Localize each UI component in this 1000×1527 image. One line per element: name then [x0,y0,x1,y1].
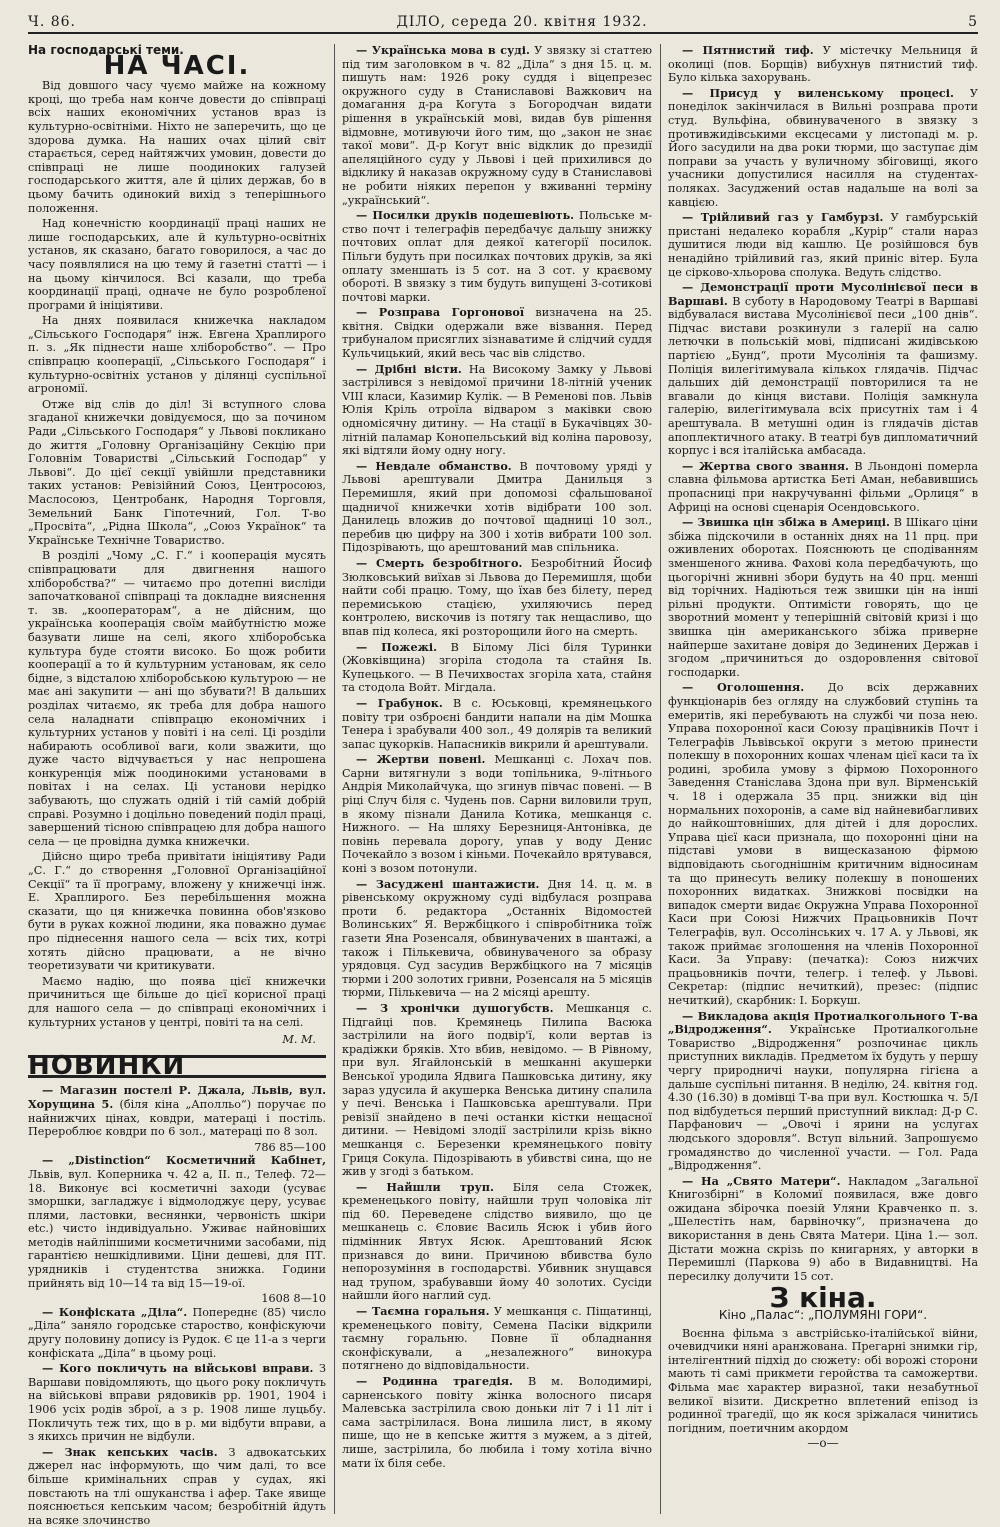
news-item-title: — Найшли труп. [356,1179,494,1194]
news-item-title: — „Distinction“ Косметичний Кабінет, [42,1153,326,1168]
news-item-title: — На „Свято Матери“. [682,1173,841,1188]
news-item-title: — Кого покличуть на військові вправи. [42,1361,314,1376]
column-rule [334,44,335,1514]
news-item-title: — Невдале обманство. [356,458,512,473]
news-item [668,1175,978,1284]
news-item-title: — Грабунок. [356,695,443,710]
news-item-title: — Смерть безробітного. [356,555,523,570]
news-item [342,44,652,207]
page-number: 5 [968,14,978,30]
news-item-body: В суботу в Народовому Театрі в Варшаві відбувалася вистава Мусолінієвої песи „100 днів“. Підчас вистави розкинули з галерії на салю летючки в польській мові, підписані жидівською партією „Бунд“, проти Мусолінія та фашизму. Поліція вилегітимувала кількох глядачів. Підчас дальших дій демонстрації повторилися та не вгавали до кінця вистави. Поліція замкнула галерію, вилегітимувала всіх присутніх там і 4 арештувала. В метушні один із глядачів дістав апоплектичного атаку. В театрі був дипломатичний корпус і вся італійська амбасада. [668,294,978,458]
news-item-body: До всіх державних функціонарів без огляду на службовий ступінь та емеритів, які перебувають на службі чи поза нею. Управа похоронної каси Союзу працівників Почт і Телеграфів Львівської округи з метою принести полекшу в похоронних кошах членам цієї каси та їх родині, зробила умову з фірмою Похоронного Заведення Станіслава Здона при вул. Вірменській ч. 18 і одержала 35 прц. знижки від цін нормальних похоронів, а саме від найневибагливих до найкоштовніших, для дітей і для дорослих. Управа цієї каси признала, що похоронні ціни на підставі умови в вищесказаною фірмою відповідають сьогоднішнім критичним відносинам та що принесуть велику полекшу в поношених похоронних видатках. Знижкові посвідки на випадок смерти видає Окружна Управа Похоронної Каси при Союзі Нижчих Працьовників Почт Телеграфів, вул. Оссолінських ч. 17 А. у Львові, як також приймає зголошення на членів Похоронної Каси. За Управу: (печатка): Союз нижчих працьовників почти, телегр. і телеф. у Львові. Секретар: (підпис нечиткий), презес: (підпис нечиткий), скарбник: І. Боркуш. [668,681,978,1007]
news-item-title: — Конфіската „Діла“. [42,1304,188,1319]
news-item-title: — Українська мова в суді. [356,43,530,57]
news-item [28,1306,326,1360]
news-item [668,281,978,458]
news-item-title: — Жертви повені. [356,752,486,767]
news-item [342,697,652,751]
news-item-body: визначена на 25. квітня. Свідки одержали вже візвання. Перед трибуналом присяглих зізнаватиме й слідчий суддя Кульчицький, який весь час вів слідство. [342,306,652,361]
news-item [342,557,652,639]
news-item-body: Дня 14. ц. м. в рівенському окружному суді відбулася розправа проти б. редактора „Останніх Відомостей Волинських“ Я. Вержбіцкого і співробітника тоїж газети Яна Розенсаля, обвинувачених в шантажі, а також і Пількевича, обвинуваченого за образу урядовця. Суд засудив Вержбіцкого на 7 місяців тюрми і 200 золотих гривни, Розенсаля на 5 місяців тюрми, Пількевича — на 2 місяці арешту. [342,877,652,1000]
article-headline: НА ЧАСІ. [103,50,251,81]
ad-reference: 1608 8—10 [261,1292,326,1306]
news-item [342,641,652,695]
news-item-body: В Білому Лісі біля Туринки (Жовківщина) згоріла стодола та стайня Ів. Купецького. — В Печихвостах згоріла хата, стайня та стодола Войт. Мігдала. [342,640,652,695]
news-item-title: — Магазин постелі Р. Джала, Львів, вул. Хорущина 5. [28,1083,326,1111]
article-paragraph: Отже від слів до діл! Зі вступного слова згаданої книжечки довідуємося, що за почином Ради „Сільського Господаря“ у Львові покликано до життя „Головну Організаційну Секцію при Головнім Товаристві „Сільський Господар“ у Львові“. До цієї секції увійшли представники таких установ: Ревізійний Союз, Центросоюз, Маслосоюз, Центробанк, Народня Торговля, Земельний Банк Гіпотечний, Гол. Т-во „Просвіта“, „Рідна Школа“, „Союз Українок“ та Українське Технічне Товариство. [28,397,326,547]
cinema-review: Воєнна фільма з австрійсько-італійської війни, очевидчики няні аранжована. Прегарні знимки гір, інтелігентний підхід до сюжету: обі ворожі сторони мають ті самі прикмети геройства та саможертви. Фільма має характер виразної, таки незабутньої великої візити. Дискретно вплетений епізод із родинної трагедії, що як кося зріжалася чинитись погідним, поетичним акордом [668,1326,978,1435]
news-item [28,1362,326,1444]
news-item-title: — Демонстрації проти Мусолінієвої песи в Варшаві. [668,280,978,308]
news-item [342,753,652,875]
newspaper-title: ДІЛО, середа 20. квітня 1932. [396,14,648,30]
news-item-body: У мешканця с. Піщатинці, кременецького повіту, Семена Пасіки відкрили таємну горальню. Повне її обладнання сконфіскували, а „незалежного“ винокура потягнено до відповідальности. [342,1305,652,1373]
news-item [342,1305,652,1373]
news-item-body: З адвокатських джерел нас інформують, що чим далі, то все більше кримінальних справ у судах, які повстають на тлі ошуканства і афер. Таке явище пояснюється кепським часом; безробітній йдуть на всяке злочинство [28,1445,326,1527]
news-item-title: — Пожежі. [356,639,438,654]
news-item-title: — Знак кепських часів. [42,1444,218,1459]
news-item-title: — Пятнистий тиф. [682,43,814,57]
news-item-body: У понеділок закінчилася в Вильні розправа проти студ. Вульфіна, обвинуваченого в звязку з противжидівськими ексцесами у листопаді м. р. Його засудили на два роки тюрми, що заступає дім поправи за участь у вуличному збіговищі, якого учасники допустилися насилля на студентах-поляках. Засуджений остав надальше на волі за кавцією. [668,86,979,209]
news-item-body: Українське Протиалкогольне Товариство „Відродження“ розпочинає цикль приступних викладів. Предметом їх будуть у першу чергу природничі науки, популярна гігієна а дальше суспільні питання. В неділю, 24. квітня год. 4.30 (16.30) в домівці Т-ва при вул. Костюшка ч. 5/I под відбудеться перший приступний виклад: Д-р С. Парфанович — „Овочі і ярини на услугах людського здоровля“. Вступ вільний. Запрошуємо громадянство до численної участи. — Гол. Рада „Відродження“. [668,1023,978,1173]
news-item-title: — Звишка цін збіжа в Америці. [682,515,890,530]
news-item [28,1154,326,1290]
article-paragraph: Дійсно щиро треба привітати ініціятиву Ради „С. Г.“ до створення „Головної Організаційної Секції“ та її програму, вложену у книжечці інж. Е. Храплирого. Без перебільшення можна сказати, що ця книжечка повинна обов'язково бути в руках кожної людини, яка поважно думає про піднесення нашого села — всіх тих, котрі хотять дійсно працювати, а не вічно теоретизувати чи критикувати. [28,850,326,973]
news-item-body: Попереднє (85) число „Діла“ заняло городське староство, конфіскуючи другу половину допису із Рудок. Є це 11-а з черги конфіската „Діла“ в цьому році. [28,1305,326,1360]
news-item-title: — Присуд у виленському процесі. [682,85,954,100]
cinema-section-heading: З кіна. [769,1281,877,1315]
news-item [668,516,978,679]
news-item [342,306,652,360]
article-paragraph: На днях появилася книжечка накладом „Сільського Господаря“ інж. Евгена Храплирого п. з. „Як піднести наше хліборобство“. — Про співпрацю кооперації, „Сільського Господаря“ і культурно-освітніх установ у ділянці суспільної агрономії. [28,314,326,396]
news-item-body: У звязку зі статтею під тим заголовком в ч. 82 „Діла“ з дня 15. ц. м. пишуть нам: 1926 року суддя і віцепрезес окружного суду в Станиславові Важкович на домагання д-ра Когута з Богородчан видати рішення в українській мові, видав був рішення відмовне, мотивуючи його тим, що „закон не знає такої мови“. Д-р Когут вніс відклик до президії апеляційного суду у Львові і цей прихилився до відклику й наказав окружному суду в Станиславові не робити ніяких перепон у вживанні терміну „український“. [342,44,652,207]
news-item [28,1084,326,1138]
news-item [668,1010,978,1173]
news-item-body: Біля села Стожек, кременецького повіту, найшли труп чоловіка літ під 60. Переведене слідство виявило, що це мешканець с. Єловиє Василь Ясюк і убив його підмінник Явтух Ясюк. Арештований Ясюк признався до вини. Причиною вбивства було непорозуміння в господарстві. Убивник знущався над трупом, зрабувавши йому 40 золотих. Сусіди найшли його наглий суд. [342,1180,652,1303]
article-kicker: На господарські теми. [28,43,184,57]
news-item-body: (біля кіна „Аполльо“) поручає по найнижчих цінах, ковдри, матераці і постіль. Перероблює ковдри по 6 зол., матераці по 8 зол. [28,1097,327,1139]
news-item-body: З Варшави повідомляють, що цього року покличуть на військові вправи рядовиків рр. 1901, 1904 і 1906 усіх родів зброї, а з р. 1908 лише луцьбу. Покличуть теж тих, що в р. ми відбути вправи, а з якихсь причин не відбули. [28,1362,326,1444]
news-item-title: — Посилки друків подешевіють. [356,208,575,223]
news-item-title: — Таємна горальня. [356,1304,490,1319]
news-item [342,1002,652,1179]
article-paragraph: Від довшого часу чуємо майже на кожному кроці, що треба нам конче довести до співпраці всіх наших економічних установ враз із культурно-освітніми. Ніхто не заперечить, що це здорова думка. На наших очах цілий світ старається, серед найтяжчих умовин, довести до співпраці не лише поодиноких галузей господарського життя, але й цілих держав, бо в цьому бачить одинокий вихід з теперішнього положення. [28,79,326,215]
news-item-title: — Засуджені шантажисти. [356,876,540,891]
news-item-body: Мешканця с. Підгайці пов. Кремянець Пилипа Васюка застрілили на його подвір'ї, коли вертав із крадіжки бряків. Хто вбив, невідомо. — В Рівному, при вул. Ягайлонській в мешканні акушерки Венської уродила Ядвига Пашковська дитину, яку зараз удусила й акушерка Венська дитину спалила у печі. Венська і Пашковська арештували. При ревізії знайдено в печі останки кістки нещасної дитини. — Невідомі злодії застрілили крізь вікно мешканця с. Березенки кремянецького повіту Гриця Сокула. Підозрівають в убивстві сина, що не жив у згоді з батьком. [342,1001,652,1179]
column-3 [668,44,978,1514]
column-2 [342,44,652,1514]
news-item [28,1446,326,1527]
issue-number: Ч. 86. [28,14,76,30]
news-item-title: — Розправа Горгонової [356,305,525,320]
news-item [668,460,978,514]
news-item [342,209,652,304]
news-item [668,87,978,209]
news-item-title: — Трійливий газ у Гамбурзі. [682,210,884,225]
news-item-title: — Жертва свого звання. [682,458,849,473]
cinema-subheading: Кіно „Палас“: „ПОЛУМЯНІ ГОРИ“. [718,1308,928,1323]
news-item-body: В Льондоні померла славна фільмова артистка Беті Аман, небавившись пропасниці при накручуванні фільми „Орлиця“ в Африці на основі сценарія Осендовського. [668,459,978,514]
news-section-heading: НОВИНКИ [28,1055,326,1079]
news-item-body: В Шікаго ціни збіжа підскочили в останніх днях на 11 прц. при оживлених оборотах. Пояснюють це сподіванням зменшеного жнива. Фахові кола передбачують, що цьогорічні жнивні збори будуть на 40 прц. менші від торічних. Надіються теж звишки цін на інші рільні продукти. Оптимісти говорять, що це зворотний момент у теперішній світовій кризі і що звишка цін американського збіжа приверне найперше захитане довіря до Зединених Держав і згодом „причиниться до оздоровлення світової господарки. [668,516,978,679]
news-item-body: У гамбурській пристані недалеко корабля „Курір“ стали нараз душитися люди від кашлю. Це розійшовся був ненадійно трійливий газ, який приніс вітер. Була це сірково-хльорова сполука. Ведуть слідство. [668,211,978,279]
news-item-title: — Родинна трагедія. [356,1374,513,1388]
article-paragraph: В розділі „Чому „С. Г.“ і кооперація мусять співпрацювати для двигнення нашого хліборобства?“ — читаємо про дотепні висліди започаткованої співпраці та докладне вияснення т. зв. „кооператорам“, а не дійсним, що українська кооперація своїм майбутністю може базувати лише на селі, якого хліборобська культура буде стояти високо. Бо щож робити кооперації а то й культурним установам, як село бідне, з відсталою хліборобською культурою — не має ані закупити — ані що збувати?! В дальших розділах читаємо, як треба для добра нашого села наладнати співпрацю економічних і культурних установ у повіті і на селі. Ці розділи набирають особливої ваги, коли зважити, що дуже часто відчувається у нас непрошена конкуренція між поодинокими установами в повітах і на селах. Ці установи нерідко забувають, що служать одній і тій самій добрій справі. Розумно і доцільно поведений поділ праці, завершений тісною співпрацею для добра нашого села — це провідна думка книжечки. [28,549,326,848]
column-rule [660,44,661,1514]
news-item-body: Львів, вул. Коперника ч. 42 а, II. п., Телеф. 72—18. Виконує всі косметичні заходи (усуває зморшки, загладжує і відмолоджує церу, усуває плями, ластовки, веснянки, червоність шкіри etc.) чисто індивідуально. Уживає найновіших методів найліпшими косметичними засобами, під гарантією нешкідливими. Ціни дешеві, для ПТ. урядників і студентства знижка. Години прийнять від 10—14 та від 15—19-ої. [28,1167,326,1290]
news-item-body: Польське м-ство почт і телеграфів передбачує дальшу знижку почтових оплат для деякої категорії посилок. Пільги будуть при посилках почтових друків, за які оплату зменшать із 5 сот. на 3 сот. у краєвому обороті. В звязку з тим будуть випущені 3-сотикові почтові марки. [342,209,652,304]
ad-reference: 786 85—100 [254,1140,326,1154]
news-item-title: — Викладова акція Протиалкогольного Т-ва „Відродження“. [668,1008,978,1037]
news-item-body: На Високому Замку у Львові застрілився з невідомої причини 18-літній ученик VIII класи, Казимир Кулік. — В Ременові пов. Львів Юлія Кріль отроїла відваром з маківки свою одномісячну дитину. — На стації в Букачівцях 30-літній паламар Конопельський від коліна паровозу, які відтяли йому одну ногу. [342,362,652,458]
news-item-body: В почтовому уряді у Львові арештували Дмитра Данильця з Перемишля, який при допомозі сфальшованої щадничої книжечки хотів відібрати 100 зол. Данилець вложив до почтової щадниці 10 зол., перебив цю цифру на 300 і хотів вибрати 100 зол. Підозрівають, що арештований мав спільника. [342,459,652,555]
news-item-title: — Дрібні вісти. [356,361,462,376]
news-item [668,681,978,1007]
article-signature: М. М. [282,1033,316,1047]
masthead [28,12,978,34]
news-item-body: Безробітний Йосиф Зюлковський виїхав зі Львова до Перемишля, щоби найти собі працю. Тому, що їхав без білету, перед перемиською стацією, ухиляючись перед контролею, вискочив із потягу так нещасливо, що впав під колеса, які розторощили його на смерть. [342,556,653,638]
news-item [342,363,652,458]
news-item [342,1375,652,1470]
news-item-body: Мешканці с. Лохач пов. Сарни витягнули з води топільника, 9-літнього Андрія Миколайчука, що згинув півчас повені. — В ріці Случ біля с. Чудень пов. Сарни виловили труп, в якому пізнали Данила Котика, мешканця с. Нижного. — На шляху Березниця-Антонівка, де повінь перевала дорогу, упав у воду Денис Почекайло з возом і кіньми. Почекайло врятувався, коні з возом потонули. [342,753,652,876]
separator: —о— [807,1436,839,1451]
news-item [342,1181,652,1303]
article-paragraph: Над конечністю координації праці наших не лише господарських, але й культурно-освітніх установ, як сказано, багато говорилося, а час до часу появлялися на цю тему й газетні статті — і на цьому кінчилося. Всі казали, що треба координації праці, одначе не було розробленої програми й ініціятиви. [28,217,326,312]
news-item-body: В м. Володимирі, сарненського повіту жінка волосного писаря Малевська застрілила свою доньки літ 7 і 11 літ і сама застрілилася. Вона лишила лист, в якому пише, що не в кепське життя з мужем, а з дітей, лише, застрілила, бо любила і тому хотіла вічно мати їх біля себе. [342,1375,653,1470]
news-item-body: Накладом „Загальної Книгозбірні“ в Коломиї появилася, вже довго ожидана збірочка поезій Уляни Кравченко п. з. „Шелестіть нам, барвіночку“, призначена до використання в день Свята Матери. Ціна 1.— зол. Дістати можна скрізь по книгарнях, у авторки в Перемишлі (Паркова 9) або в Видавництві. На пересилку долучити 15 сот. [668,1174,978,1283]
article-paragraph: Маємо надію, що поява цієї книжечки причиниться ще більше до цієї корисної праці для нашого села — до співпраці економічних і культурних установ у центрі, повіті та на селі. [28,974,326,1029]
news-item [342,460,652,555]
news-item-title: — Оголошення. [682,680,805,695]
news-item [668,44,978,85]
column-1 [28,43,327,1527]
news-item [342,878,652,1000]
news-item [668,211,978,279]
news-item-title: — З хронічки душогубств. [356,1000,554,1015]
news-item-body: В с. Юськовці, кремянецького повіту три озброєні бандити напали на дім Мошка Тенера і зрабували 400 зол., 49 долярів та великий запас цукорків. Напасників викрили й арештували. [342,696,652,751]
news-item-body: У містечку Мельниця й околиці (пов. Борщів) вибухнув пятнистий тиф. Було кілька захорувань. [668,44,978,85]
